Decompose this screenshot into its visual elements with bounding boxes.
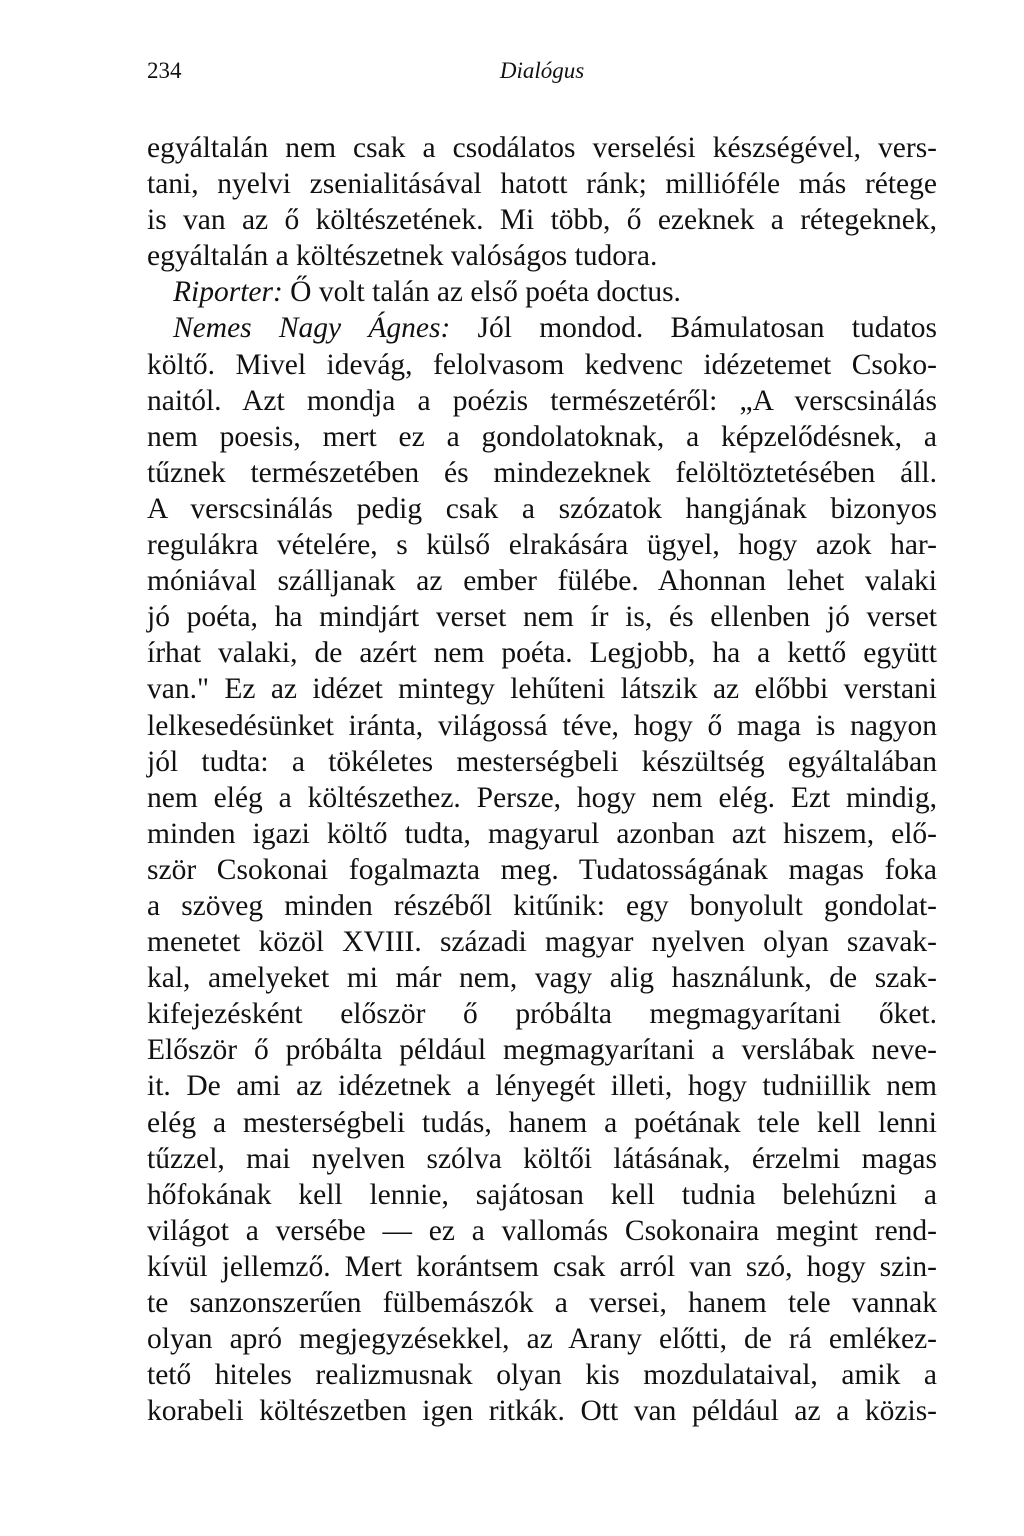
text-line: tani, nyelvi zsenialitásával hatott ránk; millióféle más rétege: [147, 168, 937, 201]
body-text: [147, 130, 937, 1429]
text-line: jól tudta: a tökéletes mesterségbeli készültség egyáltalában: [147, 745, 937, 778]
text-line: menetet közöl XVIII. századi magyar nyelven olyan szavak-: [147, 926, 937, 959]
text-line: is van az ő költészetének. Mi több, ő ezeknek a rétegeknek,: [147, 204, 937, 237]
speaker-text: Jól mondod. Bámulatosan tudatos: [450, 312, 937, 345]
text-line: minden igazi költő tudta, magyarul azonban azt hiszem, elő-: [147, 817, 937, 850]
text-line: jó poéta, ha mindjárt verset nem ír is, és ellenben jó verset: [147, 601, 937, 634]
speaker-name: Nemes Nagy Ágnes:: [173, 312, 451, 345]
text-line: világot a versébe — ez a vallomás Csokonaira megint rend-: [147, 1214, 937, 1247]
text-line: it. De ami az idézetnek a lényegét illeti, hogy tudniillik nem: [147, 1070, 937, 1103]
text-line: kal, amelyeket mi már nem, vagy alig használunk, de szak-: [147, 962, 937, 995]
text-line: tető hiteles realizmusnak olyan kis mozdulataival, amik a: [147, 1359, 937, 1392]
text-line: egyáltalán nem csak a csodálatos verselési készségével, vers-: [147, 132, 937, 164]
text-line: nem poesis, mert ez a gondolatoknak, a képzelődésnek, a: [147, 420, 937, 453]
running-head: [147, 58, 937, 94]
text-line: ször Csokonai fogalmazta meg. Tudatosságának magas foka: [147, 853, 937, 886]
text-line: tűznek természetében és mindezeknek felöltöztetésében áll.: [147, 456, 937, 489]
text-line: naitól. Azt mondja a poézis természetéről: „A verscsinálás: [147, 384, 937, 417]
text-line: Először ő próbálta például megmagyarítani a verslábak neve-: [147, 1034, 937, 1067]
text-line: van." Ez az idézet mintegy lehűteni látszik az előbbi verstani: [147, 673, 937, 706]
text-line: regulákra vételére, s külső elrakására ügyel, hogy azok har-: [147, 529, 937, 562]
text-line: írhat valaki, de azért nem poéta. Legjobb, ha a kettő együtt: [147, 637, 937, 670]
text-line: [147, 310, 937, 346]
text-line: nem elég a költészethez. Persze, hogy nem elég. Ezt mindig,: [147, 781, 937, 814]
text-line: kifejezésként először ő próbálta megmagyarítani őket.: [147, 998, 937, 1031]
text-line: költő. Mivel idevág, felolvasom kedvenc idézetemet Csoko-: [147, 348, 937, 381]
speaker-text: Ő volt talán az első poéta doctus.: [282, 276, 681, 309]
text-line: tűzzel, mai nyelven szólva költői látásának, érzelmi magas: [147, 1142, 937, 1175]
text-line: elég a mesterségbeli tudás, hanem a poétának tele kell lenni: [147, 1106, 937, 1139]
text-line: móniával szálljanak az ember fülébe. Ahonnan lehet valaki: [147, 565, 937, 598]
text-line: hőfokának kell lennie, sajátosan kell tudnia belehúzni a: [147, 1178, 937, 1211]
page-number: 234: [147, 58, 182, 83]
text-line: egyáltalán a költészetnek valóságos tudora.: [147, 240, 658, 273]
running-title: Dialógus: [499, 58, 585, 83]
text-line: te sanzonszerűen fülbemászók a versei, hanem tele vannak: [147, 1287, 937, 1319]
book-page: [147, 58, 937, 1429]
text-line: olyan apró megjegyzésekkel, az Arany előtti, de rá emlékez-: [147, 1323, 937, 1356]
text-line: a szöveg minden részéből kitűnik: egy bonyolult gondolat-: [147, 889, 937, 922]
text-line: lelkesedésünket iránta, világossá téve, hogy ő maga is nagyon: [147, 709, 937, 742]
text-line: [147, 274, 937, 310]
speaker-name: Riporter:: [173, 276, 283, 309]
text-line: korabeli költészetben igen ritkák. Ott van például az a közis-: [147, 1395, 937, 1428]
text-line: kívül jellemző. Mert korántsem csak arról van szó, hogy szin-: [147, 1250, 937, 1283]
text-line: A verscsinálás pedig csak a szózatok hangjának bizonyos: [147, 492, 937, 525]
